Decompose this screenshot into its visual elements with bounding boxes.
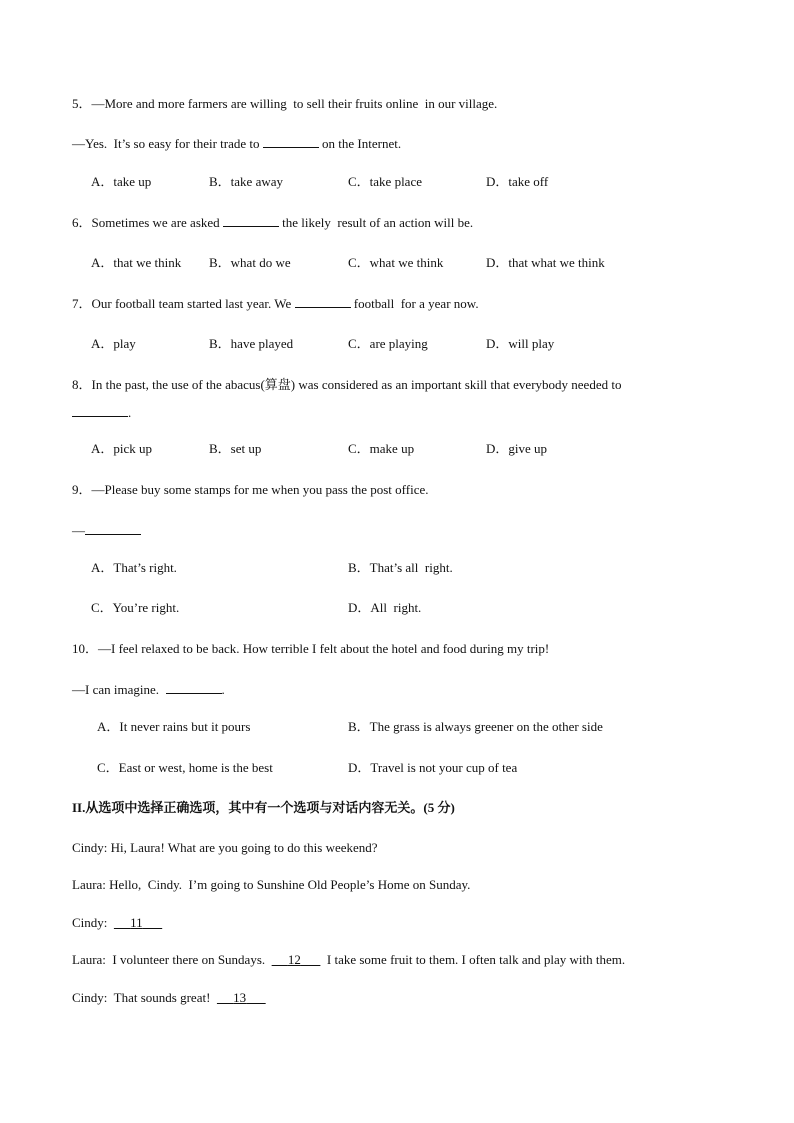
question-9-option-c[interactable]: C．You’re right.	[91, 600, 180, 615]
question-8-option-a[interactable]: A．pick up	[91, 441, 153, 456]
question-10-option-a[interactable]: A．It never rains but it pours	[97, 719, 251, 734]
question-10-option-c[interactable]: C．East or west, home is the best	[97, 760, 273, 775]
question-5-option-c[interactable]: C．take place	[348, 174, 422, 189]
dialogue-blank-12[interactable]	[272, 952, 321, 967]
question-5-option-b[interactable]: B．take away	[209, 174, 284, 189]
question-8-option-c[interactable]: C．make up	[348, 441, 415, 456]
question-8-stem-cont	[72, 404, 131, 421]
question-10-reply	[72, 681, 225, 698]
question-5-stem: 5．—More and more farmers are willing to sell their fruits online in our village.	[72, 96, 498, 111]
question-10-option-d[interactable]: D．Travel is not your cup of tea	[348, 760, 518, 775]
question-8-option-d[interactable]: D．give up	[486, 441, 548, 456]
question-6-option-d[interactable]: D．that what we think	[486, 255, 605, 270]
question-9-option-a[interactable]: A．That’s right.	[91, 560, 177, 575]
dialogue-blank-11[interactable]	[114, 915, 162, 930]
dialogue-line-5-pre: Cindy: That sounds great!	[72, 990, 217, 1005]
blank-number: 13	[233, 990, 247, 1005]
question-6-stem-post: the likely result of an action will be.	[278, 215, 474, 230]
dialogue-line-4	[72, 952, 625, 968]
question-10-reply-post: .	[221, 682, 225, 697]
dialogue-line-3	[72, 915, 162, 931]
question-5-reply	[72, 135, 401, 152]
blank-number: 12	[287, 952, 301, 967]
question-9-stem: 9．—Please buy some stamps for me when you pass the post office.	[72, 482, 429, 497]
question-6-stem-pre: 6．Sometimes we are asked	[72, 215, 223, 230]
question-7-stem	[72, 295, 479, 312]
question-9-option-b[interactable]: B．That’s all right.	[348, 560, 453, 575]
dialogue-line-2: Laura: Hello, Cindy. I’m going to Sunshine Old People’s Home on Sunday.	[72, 877, 471, 892]
question-6-option-b[interactable]: B．what do we	[209, 255, 291, 270]
question-7-option-b[interactable]: B．have played	[209, 336, 294, 351]
question-7-stem-pre: 7．Our football team started last year. We	[72, 296, 295, 311]
question-10-option-b[interactable]: B．The grass is always greener on the other side	[348, 719, 603, 734]
question-9-reply	[72, 522, 141, 539]
question-7-option-a[interactable]: A．play	[91, 336, 136, 351]
question-10-stem: 10．—I feel relaxed to be back. How terrible I felt about the hotel and food during my trip!	[72, 641, 550, 656]
section-2-heading: II.从选项中选择正确选项，其中有一个选项与对话内容无关。(5 分)	[72, 800, 455, 815]
question-6-option-c[interactable]: C．what we think	[348, 255, 444, 270]
question-8-stem-post: .	[128, 405, 132, 420]
blank-number: 11	[130, 915, 143, 930]
answer-blank[interactable]	[295, 295, 351, 308]
answer-blank[interactable]	[166, 681, 222, 694]
answer-blank[interactable]	[223, 214, 279, 227]
answer-blank[interactable]	[72, 404, 128, 417]
question-9-option-d[interactable]: D．All right.	[348, 600, 422, 615]
question-8-stem: 8．In the past, the use of the abacus(算盘) was considered as an important skill that everybody needed to	[72, 377, 622, 392]
question-7-option-c[interactable]: C．are playing	[348, 336, 428, 351]
question-5-option-d[interactable]: D．take off	[486, 174, 549, 189]
dialogue-line-3-pre: Cindy:	[72, 915, 114, 930]
question-9-reply-pre: —	[72, 523, 85, 538]
dialogue-line-1: Cindy: Hi, Laura! What are you going to do this weekend?	[72, 840, 378, 855]
question-7-stem-post: football for a year now.	[350, 296, 479, 311]
question-7-option-d[interactable]: D．will play	[486, 336, 555, 351]
question-10-reply-pre: —I can imagine.	[72, 682, 166, 697]
dialogue-line-4-post: I take some fruit to them. I often talk and play with them.	[320, 952, 626, 967]
dialogue-line-5	[72, 990, 266, 1006]
question-5-reply-post: on the Internet.	[318, 136, 402, 151]
question-5-reply-pre: —Yes. It’s so easy for their trade to	[72, 136, 263, 151]
answer-blank[interactable]	[85, 522, 141, 535]
question-5-option-a[interactable]: A．take up	[91, 174, 152, 189]
answer-blank[interactable]	[263, 135, 319, 148]
question-8-option-b[interactable]: B．set up	[209, 441, 262, 456]
dialogue-blank-13[interactable]	[217, 990, 266, 1005]
dialogue-line-4-pre: Laura: I volunteer there on Sundays.	[72, 952, 272, 967]
question-6-stem	[72, 214, 473, 231]
question-6-option-a[interactable]: A．that we think	[91, 255, 182, 270]
